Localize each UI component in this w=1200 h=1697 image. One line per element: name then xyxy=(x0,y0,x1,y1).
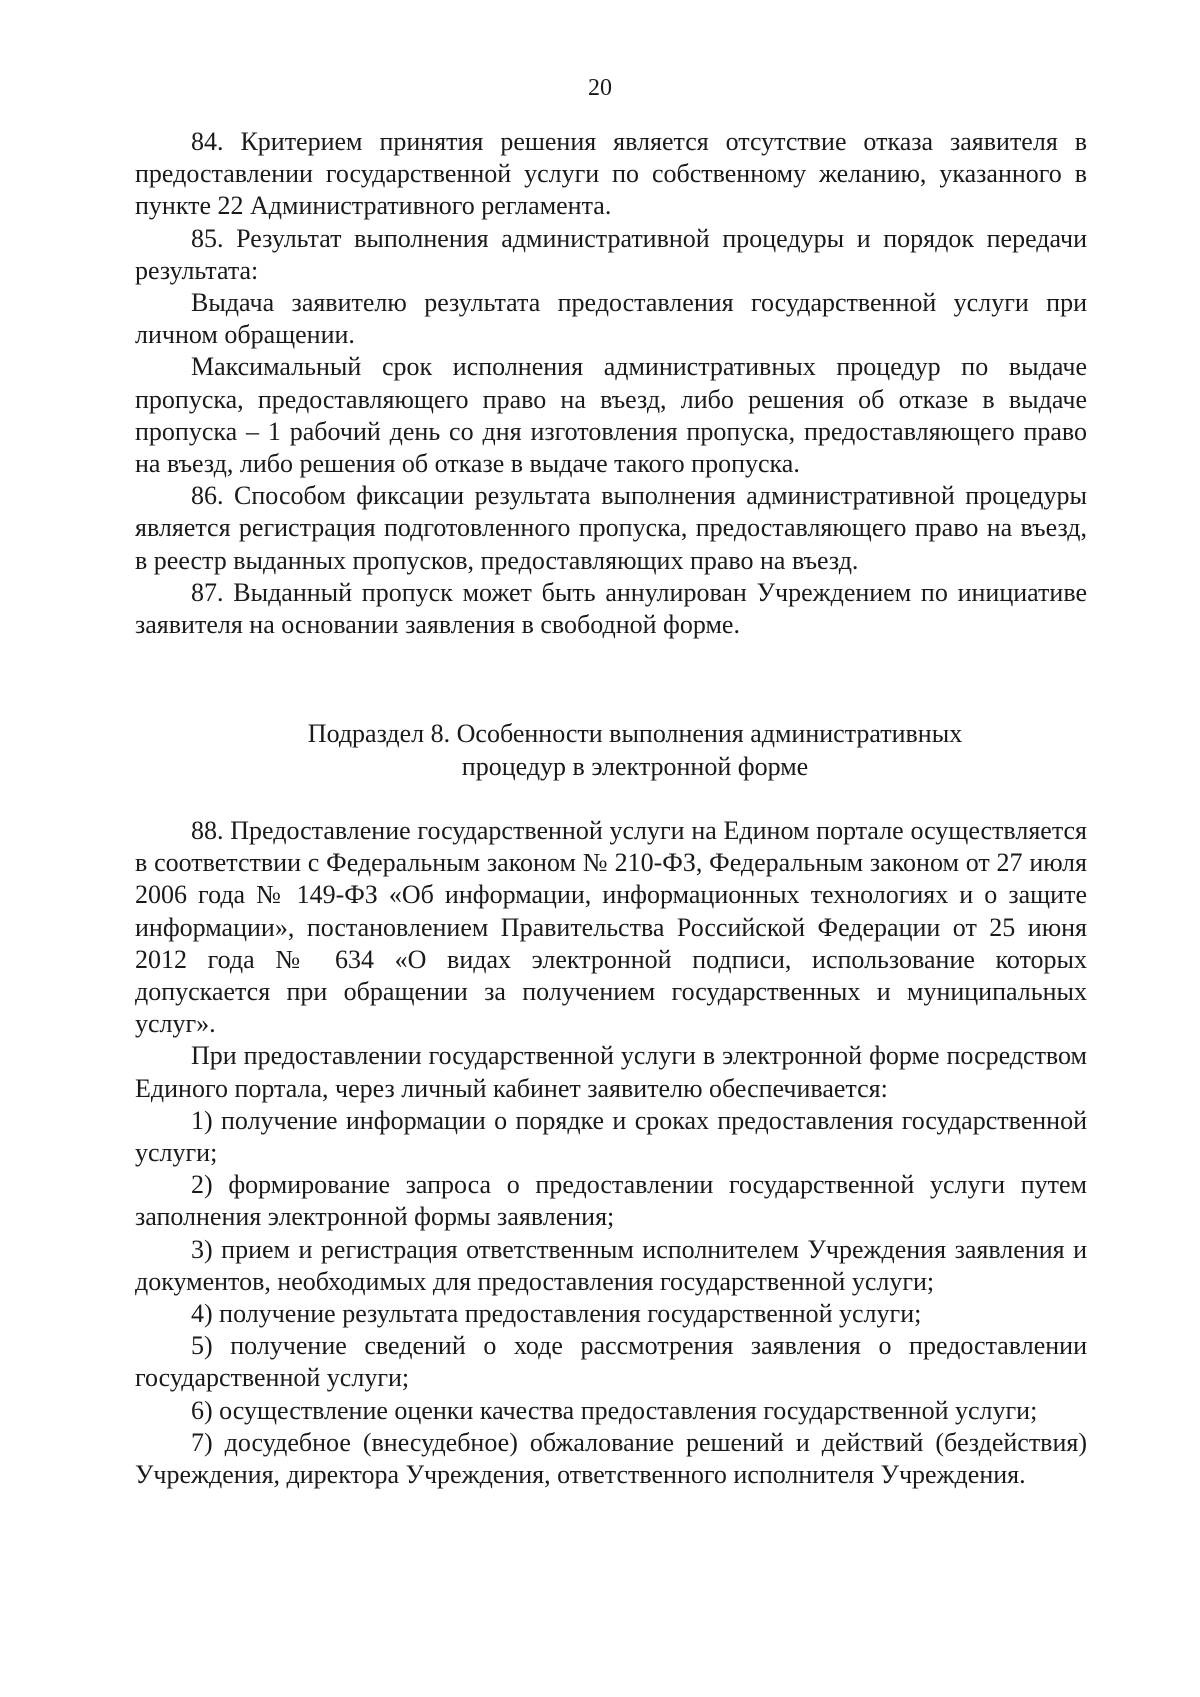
list-item-5: 5) получение сведений о ходе рассмотрения заявления о предоставлении государственной услуги; xyxy=(135,1331,1087,1393)
paragraph-85-deadline: Максимальный срок исполнения административных процедур по выдаче пропуска, предоставляющего право на въезд, либо решения об отказе в выдаче пропуска – 1 рабочий день со дня изготовления пропуска, предоставляющего право на въезд, либо решения об отказе в выдаче такого пропуска. xyxy=(135,352,1087,479)
paragraph-86: 86. Способом фиксации результата выполнения административной процедуры является регистрация подготовленного пропуска, предоставляющего право на въезд, в реестр выданных пропусков, предоставляющих право на въезд. xyxy=(135,481,1087,575)
paragraph-85-result: Выдача заявителю результата предоставления государственной услуги при личном обращении. xyxy=(135,288,1087,350)
paragraph-88: 88. Предоставление государственной услуги на Едином портале осуществляется в соответствии с Федеральным законом № 210-ФЗ, Федеральным законом от 27 июля 2006 года № 149-ФЗ «Об информации, информационных технологиях и о защите информации», постановлением Правительства Российской Федерации от 25 июня 2012 года № 634 «О видах электронной подписи, использование которых допускается при обращении за получением государственных и муниципальных услуг». xyxy=(135,816,1087,1039)
subsection-heading-line1: Подраздел 8. Особенности выполнения административных xyxy=(307,719,963,748)
list-item-4: 4) получение результата предоставления государственной услуги; xyxy=(191,1299,922,1329)
list-item-1: 1) получение информации о порядке и сроках предоставления государственной услуги; xyxy=(135,1105,1087,1168)
subsection-heading-line2: процедур в электронной форме xyxy=(461,752,809,781)
list-item-3: 3) прием и регистрация ответственным исполнителем Учреждения заявления и документов, необходимых для предоставления государственной услуги; xyxy=(135,1234,1087,1296)
subsection-heading xyxy=(135,717,1135,783)
section-top xyxy=(135,126,1087,641)
list-item-7: 7) досудебное (внесудебное) обжалование решений и действий (бездействия) Учреждения, директора Учреждения, ответственного исполнителя Учреждения. xyxy=(135,1427,1087,1490)
page-number: 20 xyxy=(588,75,612,101)
list-item-2: 2) формирование запроса о предоставлении государственной услуги путем заполнения электронной формы заявления; xyxy=(135,1170,1087,1232)
section-bottom xyxy=(135,815,1087,1491)
list-item-6: 6) осуществление оценки качества предоставления государственной услуги; xyxy=(191,1395,1038,1425)
paragraph-84: 84. Критерием принятия решения является отсутствие отказа заявителя в предоставлении государственной услуги по собственному желанию, указанного в пункте 22 Административного регламента. xyxy=(135,127,1087,221)
paragraph-85: 85. Результат выполнения административной процедуры и порядок передачи результата: xyxy=(135,223,1087,285)
paragraph-electronic-intro: При предоставлении государственной услуги в электронной форме посредством Единого портала, через личный кабинет заявителю обеспечивается: xyxy=(135,1041,1087,1103)
paragraph-87: 87. Выданный пропуск может быть аннулирован Учреждением по инициативе заявителя на основании заявления в свободной форме. xyxy=(135,577,1087,640)
